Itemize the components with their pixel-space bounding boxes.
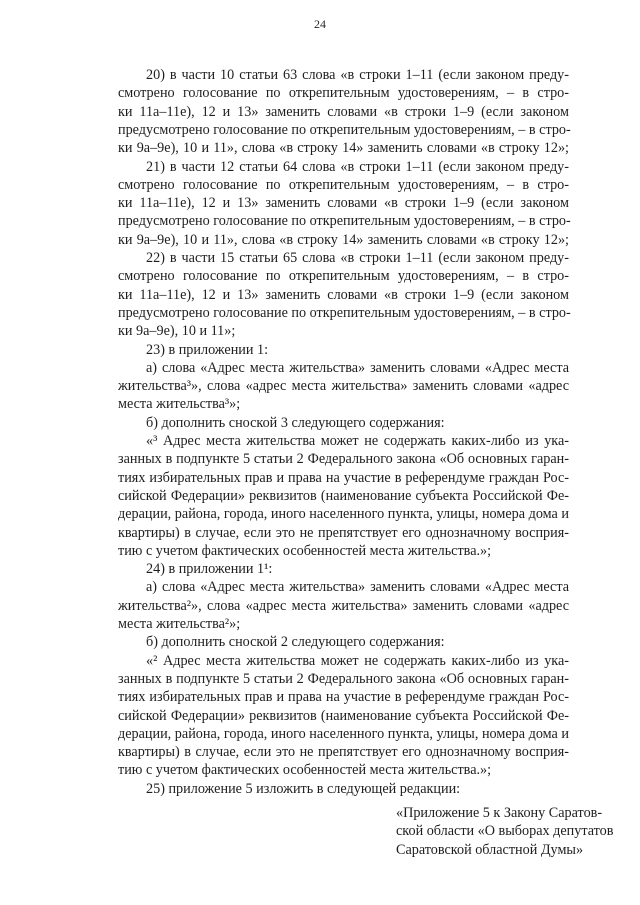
text-line: ской области «О выборах депутатов (396, 823, 614, 840)
text-line: 22) в части 15 статьи 65 слова «в строки 1–11 (если законом преду- (146, 250, 569, 266)
text-line: тиях избирательных прав и права на участие в референдуме граждан Рос- (118, 469, 569, 486)
text-line: б) дополнить сноской 3 следующего содержания: (146, 414, 445, 431)
text-line: предусмотрено голосование по открепительным удостоверениям, – в стро- (118, 304, 571, 321)
text-line: б) дополнить сноской 2 следующего содержания: (146, 634, 445, 651)
text-line: дерации, района, города, иного населенного пункта, улицы, номера дома и (118, 506, 569, 523)
text-line: Саратовской областной Думы» (396, 841, 584, 858)
text-line: дерации, района, города, иного населенного пункта, улицы, номера дома и (118, 725, 569, 742)
text-line: предусмотрено голосование по открепительным удостоверениям, – в стро- (118, 213, 571, 230)
text-line: 21) в части 12 статьи 64 слова «в строки 1–11 (если законом преду- (146, 158, 569, 175)
text-line: ки 9а–9е), 10 и 11», слова «в строку 14» заменить словами «в строку 12»; (118, 231, 569, 248)
text-line: а) слова «Адрес места жительства» заменить словами «Адрес места (146, 579, 569, 596)
text-line: ки 9а–9е), 10 и 11»; (118, 323, 236, 340)
text-line: сийской Федерации» реквизитов (наименование субъекта Российской Фе- (118, 707, 569, 724)
text-line: занных в подпункте 5 статьи 2 Федерального закона «Об основных гаран- (118, 670, 569, 687)
text-line: «Приложение 5 к Закону Саратов- (396, 805, 603, 821)
text-line: жительства²», слова «адрес места жительства» заменить словами «адрес (118, 597, 569, 614)
text-line: места жительства³»; (118, 396, 241, 413)
text-line: предусмотрено голосование по открепительным удостоверениям, – в стро- (118, 121, 571, 138)
text-line: «³ Адрес места жительства может не содержать каких-либо из ука- (146, 433, 569, 449)
text-line: ки 11а–11е), 12 и 13» заменить словами «в строки 1–9 (если законом (118, 103, 569, 120)
text-line: «² Адрес места жительства может не содержать каких-либо из ука- (146, 652, 569, 669)
text-line: квартиры) в случае, если это не препятствует его однозначному восприя- (118, 524, 569, 541)
text-line: 25) приложение 5 изложить в следующей редакции: (146, 780, 461, 797)
text-line: смотрено голосование по открепительным удостоверениям, – в стро- (118, 176, 569, 193)
text-line: ки 9а–9е), 10 и 11», слова «в строку 14» заменить словами «в строку 12»; (118, 140, 569, 157)
text-line: смотрено голосование по открепительным удостоверениям, – в стро- (118, 268, 569, 285)
text-line: ки 11а–11е), 12 и 13» заменить словами «в строки 1–9 (если законом (118, 195, 569, 212)
text-line: занных в подпункте 5 статьи 2 Федерального закона «Об основных гаран- (118, 451, 569, 468)
text-line: квартиры) в случае, если это не препятствует его однозначному восприя- (118, 744, 569, 761)
text-line: тию с учетом фактических особенностей места жительства.»; (118, 762, 492, 779)
text-line: сийской Федерации» реквизитов (наименование субъекта Российской Фе- (118, 487, 569, 504)
text-line: а) слова «Адрес места жительства» заменить словами «Адрес места (146, 359, 569, 376)
text-line: 20) в части 10 статьи 63 слова «в строки 1–11 (если законом преду- (146, 67, 569, 83)
text-line: смотрено голосование по открепительным удостоверениям, – в стро- (118, 85, 569, 102)
text-line: тию с учетом фактических особенностей места жительства.»; (118, 542, 492, 559)
page-number: 24 (314, 17, 326, 31)
text-line: места жительства²»; (118, 616, 241, 632)
text-line: тиях избирательных прав и права на участие в референдуме граждан Рос- (118, 689, 569, 706)
text-line: ки 11а–11е), 12 и 13» заменить словами «в строки 1–9 (если законом (118, 286, 569, 303)
text-line: 24) в приложении 1¹: (146, 561, 273, 578)
text-line: 23) в приложении 1: (146, 341, 269, 358)
text-line: жительства³», слова «адрес места жительства» заменить словами «адрес (118, 378, 569, 395)
